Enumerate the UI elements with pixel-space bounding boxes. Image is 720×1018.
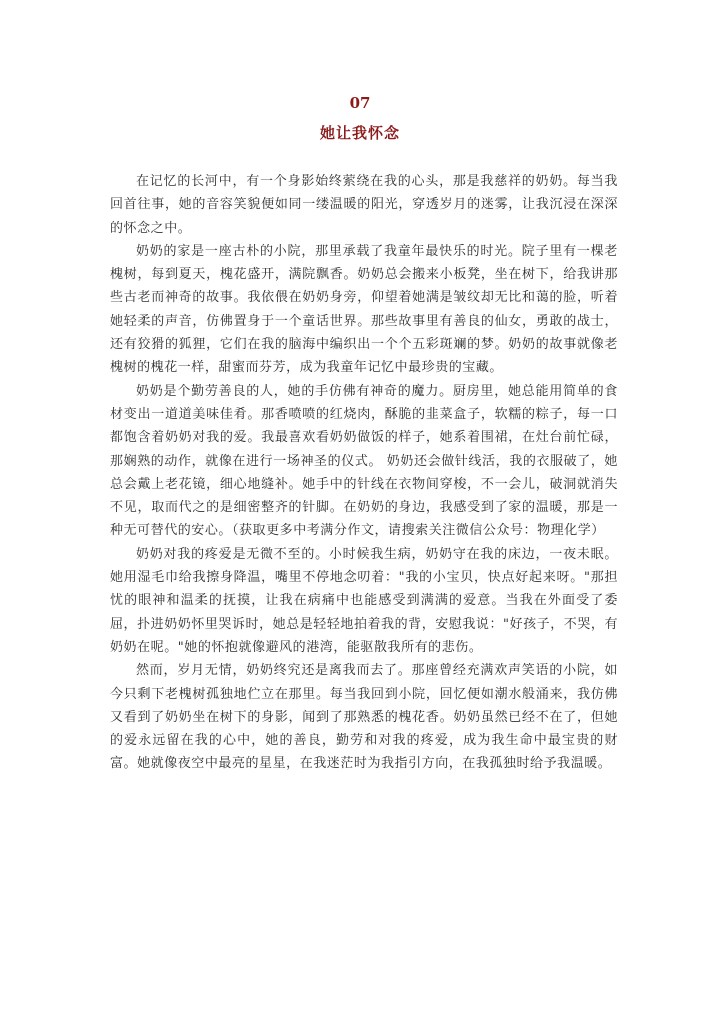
paragraph: 奶奶是个勤劳善良的人，她的手仿佛有神奇的魔力。厨房里，她总能用简单的食材变出一道道美味佳肴。那香喷喷的红烧肉，酥脆的韭菜盒子，软糯的粽子，每一口都饱含着奶奶对我的爱。我最喜欢看奶奶做饭的样子，她系着围裙，在灶台前忙碌，那娴熟的动作，就像在进行一场神圣的仪式。 奶奶还会做针线活，我的衣服破了，她总会戴上老花镜，细心地缝补。她手中的针线在衣物间穿梭，不一会儿，破洞就消失不见，取而代之的是细密整齐的针脚。在奶奶的身边，我感受到了家的温暖，那是一种无可替代的安心。（获取更多中考满分作文，请搜索关注微信公众号：物理化学）	[110, 383, 618, 539]
article-body	[110, 170, 618, 776]
paragraph: 奶奶对我的疼爱是无微不至的。小时候我生病，奶奶守在我的床边，一夜未眠。她用湿毛巾给我擦身降温，嘴里不停地念叨着："我的小宝贝，快点好起来呀。"那担忧的眼神和温柔的抚摸，让我在病痛中也能感受到满满的爱意。当我在外面受了委屈，扑进奶奶怀里哭诉时，她总是轻轻地拍着我的背，安慰我说："好孩子，不哭，有奶奶在呢。"她的怀抱就像避风的港湾，能驱散我所有的悲伤。	[110, 546, 618, 655]
paragraph: 然而，岁月无情，奶奶终究还是离我而去了。那座曾经充满欢声笑语的小院，如今只剩下老槐树孤独地伫立在那里。每当我回到小院，回忆便如潮水般涌来，我仿佛又看到了奶奶坐在树下的身影，闻到了那熟悉的槐花香。奶奶虽然已经不在了，但她的爱永远留在我的心中，她的善良，勤劳和对我的疼爱，成为我生命中最宝贵的财富。她就像夜空中最亮的星星，在我迷茫时为我指引方向，在我孤独时给予我温暖。	[110, 663, 618, 772]
article-title: 她让我怀念	[319, 124, 400, 142]
article-number: 07	[349, 94, 371, 112]
paragraph: 奶奶的家是一座古朴的小院，那里承载了我童年最快乐的时光。院子里有一棵老槐树，每到夏天，槐花盛开，满院飘香。奶奶总会搬来小板凳，坐在树下，给我讲那些古老而神奇的故事。我依偎在奶奶身旁，仰望着她满是皱纹却无比和蔼的脸，听着她轻柔的声音，仿佛置身于一个童话世界。那些故事里有善良的仙女，勇敢的战士，还有狡猾的狐狸，它们在我的脑海中编织出一个个五彩斑斓的梦。奶奶的故事就像老槐树的槐花一样，甜蜜而芬芳，成为我童年记忆中最珍贵的宝藏。	[110, 243, 618, 376]
paragraph: 在记忆的长河中，有一个身影始终萦绕在我的心头，那是我慈祥的奶奶。每当我回首往事，她的音容笑貌便如同一缕温暖的阳光，穿透岁月的迷雾，让我沉浸在深深的怀念之中。	[110, 174, 618, 236]
